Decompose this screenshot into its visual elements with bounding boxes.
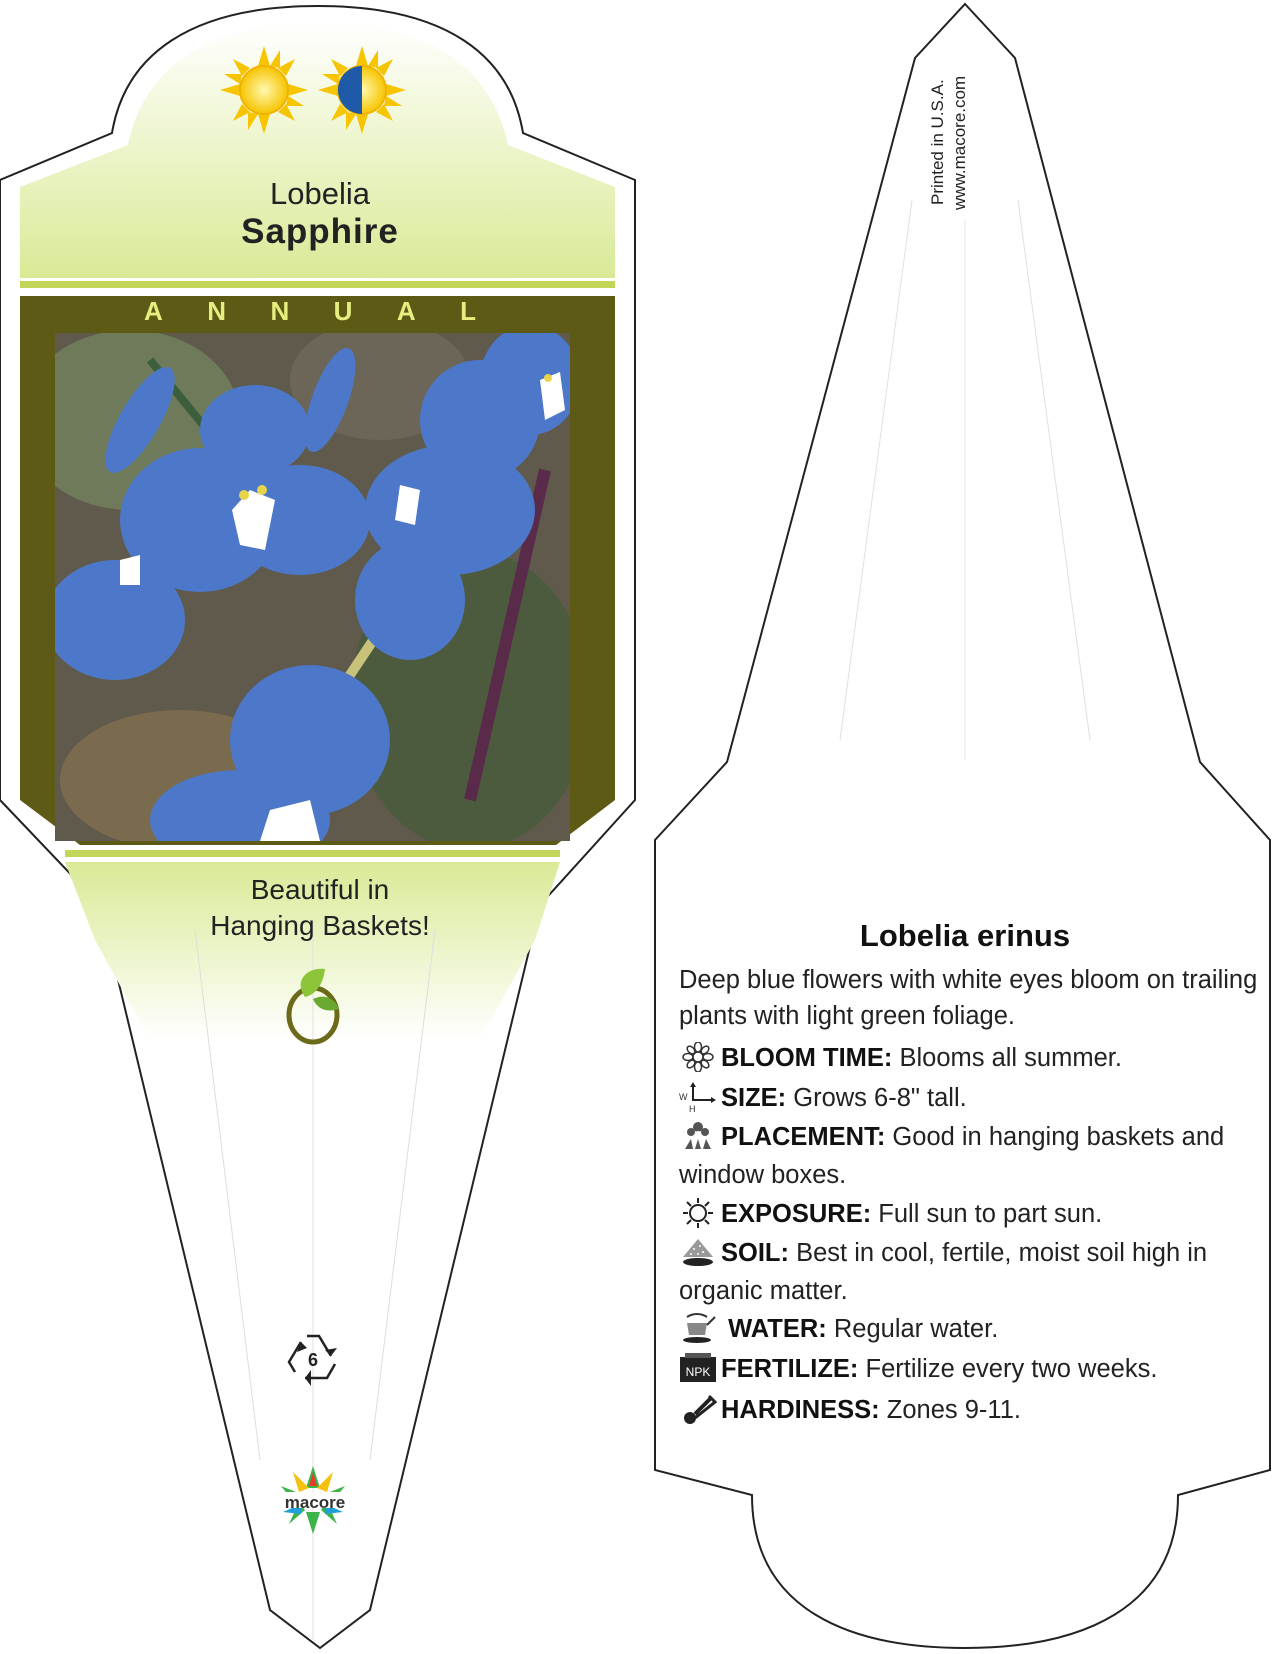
watering-can-icon	[679, 1313, 717, 1343]
genus-name: Lobelia	[270, 176, 370, 211]
category-label	[60, 296, 560, 330]
bloom-flower-icon	[679, 1042, 717, 1072]
category-letter: L	[460, 296, 476, 326]
soil-icon	[679, 1237, 717, 1267]
care-info	[679, 962, 1264, 1430]
thermometer-icon	[679, 1394, 717, 1424]
care-item-soil: SOIL: Best in cool, fertile, moist soil high in organic matter.	[679, 1239, 1208, 1305]
brand-name: macore	[284, 1493, 346, 1512]
care-item-placement: PLACEMENT: Good in hanging baskets and window boxes.	[679, 1123, 1225, 1189]
website: www.macore.com	[950, 75, 969, 210]
sun-exposure-icon	[679, 1198, 717, 1228]
printed-info	[928, 50, 968, 220]
part-sun-icon	[318, 46, 406, 134]
care-item-water: WATER: Regular water.	[679, 1310, 1264, 1348]
category-letter: A	[144, 296, 163, 326]
care-item-fertilize: NPK FERTILIZE: Fertilize every two weeks.	[679, 1348, 1264, 1390]
category-letter: N	[207, 296, 226, 326]
variety-name: Sapphire	[241, 212, 399, 251]
svg-text:NPK: NPK	[685, 1365, 711, 1379]
svg-text:H: H	[689, 1104, 696, 1112]
category-letter: N	[270, 296, 290, 326]
category-letter: U	[333, 296, 353, 326]
botanical-name: Lobelia erinus	[859, 918, 1071, 953]
npk-icon	[679, 1353, 717, 1383]
care-item-hardiness: HARDINESS: Zones 9-11.	[679, 1390, 1264, 1430]
care-item-exposure: EXPOSURE: Full sun to part sun.	[679, 1194, 1264, 1234]
description: Deep blue flowers with white eyes bloom on trailing plants with light green foliage.	[679, 966, 1258, 1030]
care-item-size: W H SIZE: Grows 6-8" tall.	[679, 1084, 967, 1112]
category-letter: A	[396, 296, 416, 326]
care-item-bloom: BLOOM TIME: Blooms all summer.	[679, 1038, 1264, 1078]
tagline	[120, 872, 520, 944]
svg-text:W: W	[679, 1092, 688, 1102]
full-sun-icon	[220, 46, 308, 134]
placement-icon	[679, 1121, 717, 1151]
flower-photo	[20, 320, 590, 870]
size-arrows-icon	[679, 1082, 717, 1112]
printed-in: Printed in U.S.A.	[928, 79, 947, 205]
tagline-line: Beautiful in	[250, 874, 390, 905]
tagline-line: Hanging Baskets!	[210, 910, 430, 941]
recycle-number: 6	[307, 1350, 318, 1370]
